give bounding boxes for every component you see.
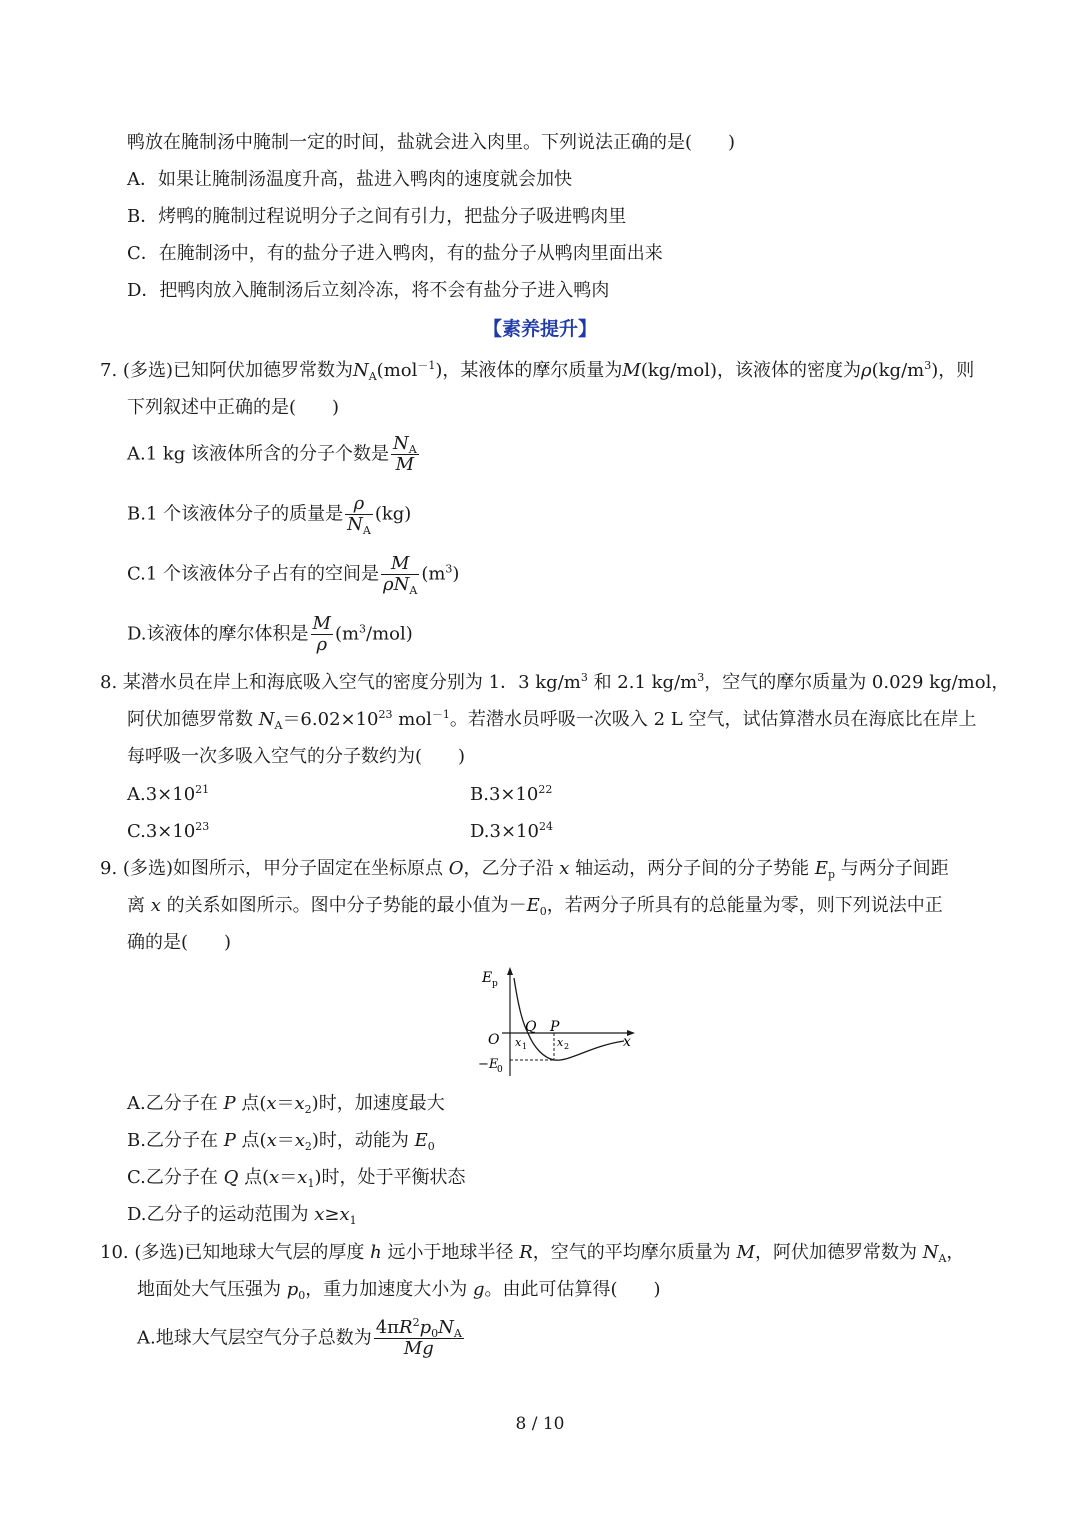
fraction-m-over-rho: $\frac{M}{\rho}$ <box>312 613 331 655</box>
q8-option-a: $A.3\times 10^{21}$ <box>127 783 210 805</box>
q7-option-b: B.1 个该液体分子的质量是 $\frac{\rho}{N_A}$ (kg) <box>127 493 412 537</box>
q8-option-c: $C.3\times 10^{23}$ <box>127 820 210 842</box>
section-title: 【素养提升】 <box>482 318 597 340</box>
label-x1: x <box>515 1036 522 1049</box>
label-x2-sub: 2 <box>564 1042 570 1051</box>
q7-number: 7. <box>100 360 118 381</box>
q8-stem-line3: 每呼吸一次多吸入空气的分子数约为( ) <box>127 746 466 767</box>
q8-option-d: $D.3\times 10^{24}$ <box>470 820 553 842</box>
q9-option-b: B.乙分子在 P 点$(x=x_2)$时，动能为 $E_0$ <box>127 1130 435 1153</box>
fraction-air-molecules: $\frac{4\pi R^2p_0N_A}{Mg}$ <box>375 1316 462 1359</box>
label-ep: E <box>482 970 493 986</box>
q8-number: 8. <box>100 672 118 693</box>
q10-number: 10. <box>100 1242 129 1263</box>
potential-energy-graph <box>478 964 643 1079</box>
q10-stem-line2: 地面处大气压强为 $p_0$，重力加速度大小为 g。由此可估算得( ) <box>137 1279 661 1302</box>
q9-option-d: D.乙分子的运动范围为 $x\ge x_1$ <box>127 1204 357 1227</box>
fraction-na-over-m: $\frac{N_A}{M}$ <box>393 433 417 475</box>
y-axis-arrow <box>507 967 513 975</box>
q7-option-d: D.该液体的摩尔体积是 $\frac{M}{\rho}$ $(m^3/mol)$ <box>127 613 413 655</box>
label-minus-e0-sub: 0 <box>497 1065 503 1075</box>
q9-stem-line2: 离 x 的关系如图所示。图中分子势能的最小值为$-E_0$，若两分子所具有的总能量为零，则下列说法中正 <box>127 895 943 918</box>
fraction-rho-over-na: $\frac{\rho}{N_A}$ <box>347 493 371 537</box>
q7-option-a: A.1 kg 该液体所含的分子个数是 $\frac{N_A}{M}$ <box>127 433 417 475</box>
q10-stem-line1: 10. (多选)已知地球大气层的厚度 h 远小于地球半径 R，空气的平均摩尔质量为 M，阿伏加德罗常数为 $N_A$， <box>100 1242 965 1265</box>
label-x1-sub: 1 <box>522 1042 528 1051</box>
q8-stem-line1: 8. 某潜水员在岸上和海底吸入空气的密度分别为 1．3 $kg/m^3$ 和 2.1 $kg/m^3$，空气的摩尔质量为 0.029 kg/mol， <box>100 671 1010 693</box>
q9-stem-line3: 确的是( ) <box>127 932 232 953</box>
q7-stem-line2: 下列叙述中正确的是( ) <box>127 397 340 418</box>
q10-option-a: A.地球大气层空气分子总数为 $\frac{4\pi R^2p_0N_A}{Mg}$ <box>137 1316 462 1359</box>
label-q: Q <box>525 1019 537 1035</box>
label-x-axis: x <box>623 1034 631 1050</box>
label-ep-sub: p <box>492 979 498 989</box>
fraction-m-over-rho-na: $\frac{M}{\rho N_A}$ <box>383 553 418 597</box>
q6-option-d: D．把鸭肉放入腌制汤后立刻冷冻，将不会有盐分子进入鸭肉 <box>127 280 610 301</box>
q7-stem-line1: 7. (多选)已知阿伏加德罗常数为$N_A(mol^{-1})$，某液体的摩尔质量为M(kg/mol)，该液体的密度为$\rho(kg/m^3)$，则 <box>100 359 975 383</box>
q6-option-a: A．如果让腌制汤温度升高，盐进入鸭肉的速度就会加快 <box>127 169 572 190</box>
label-origin: O <box>488 1032 500 1048</box>
q9-stem-line1: 9. (多选)如图所示，甲分子固定在坐标原点 O，乙分子沿 x 轴运动，两分子间的分子势能 $E_p$ 与两分子间距 <box>100 858 949 881</box>
q8-stem-line2: 阿伏加德罗常数 $N_A=6.02\times 10^{23}$ mol$^{-1}$。若潜水员呼吸一次吸入 2 L 空气，试估算潜水员在海底比在岸上 <box>127 708 977 732</box>
q7-option-c: C.1 个该液体分子占有的空间是 $\frac{M}{\rho N_A}$ $(m^3)$ <box>127 553 460 597</box>
q6-stem-tail: 鸭放在腌制汤中腌制一定的时间，盐就会进入肉里。下列说法正确的是( ) <box>127 132 736 153</box>
label-x2: x <box>557 1036 564 1049</box>
q8-option-b: $B.3\times 10^{22}$ <box>470 783 553 805</box>
q6-option-c: C．在腌制汤中，有的盐分子进入鸭肉，有的盐分子从鸭肉里面出来 <box>127 243 663 264</box>
q9-option-a: A.乙分子在 P 点$(x=x_2)$时，加速度最大 <box>127 1093 445 1116</box>
label-p: P <box>550 1019 560 1035</box>
label-minus-e0: −E <box>478 1057 499 1072</box>
q7-tag: (多选) <box>122 360 173 381</box>
page-number: 8 / 10 <box>515 1414 565 1434</box>
q9-number: 9. <box>100 858 118 879</box>
q6-option-b: B．烤鸭的腌制过程说明分子之间有引力，把盐分子吸进鸭肉里 <box>127 206 627 227</box>
q9-option-c: C.乙分子在 Q 点$(x=x_1)$时，处于平衡状态 <box>127 1167 466 1190</box>
